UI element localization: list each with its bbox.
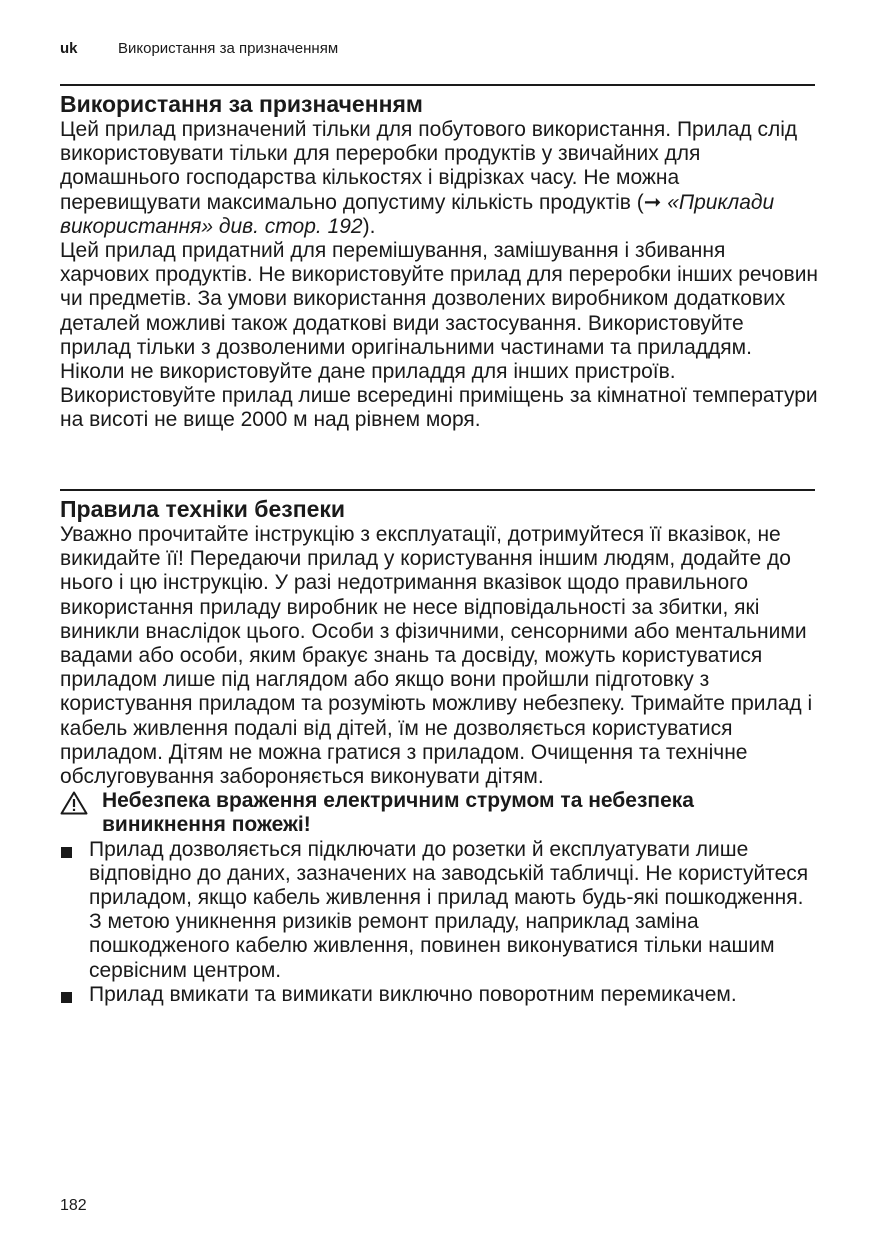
warning-heading	[60, 789, 820, 837]
arrow-right-icon: ➞	[643, 190, 662, 214]
square-bullet-icon	[61, 992, 72, 1003]
cross-reference-link[interactable]: «Приклади використання» див. стор. 192	[60, 190, 775, 238]
section-divider	[60, 84, 815, 86]
list-item-text: Прилад вмикати та вимикати виключно поворотним перемикачем.	[89, 982, 737, 1006]
paragraph	[60, 118, 820, 239]
safety-list	[60, 838, 820, 1007]
section-divider	[60, 489, 815, 491]
paragraph-text: ).	[362, 214, 376, 238]
section-intended-use	[60, 90, 820, 433]
warning-text: Небезпека враження електричним струмом та небезпека виникнення пожежі!	[102, 789, 694, 837]
paragraph: Уважно прочитайте інструкцію з експлуатації, дотримуйтеся її вказівок, не викидайте її! Передаючи прилад у користування іншим людям, додайте до нього і цю інструкцію. У разі недотримання вказівок щодо правильного використання приладу виробник не несе відповідальності за збитки, які виникли внаслідок цього. Особи з фізичними, сенсорними або ментальними вадами або особи, яким бракує знань та досвіду, можуть користуватися приладом лише під наглядом або якщо вони пройшли підготовку з користування приладом та розуміють можливу небезпеку. Тримайте прилад і кабель живлення подалі від дітей, їм не дозволяється користуватися приладом. Дітям не можна гратися з приладом. Очищення та технічне обслуговування забороняється виконувати дітям.	[60, 523, 813, 789]
language-code: uk	[60, 40, 78, 57]
paragraph-text: Цей прилад призначений тільки для побутового використання. Прилад слід використовувати тільки для переробки продуктів у звичайних для домашнього господарства кількостях і відрізках часу. Не можна перевищувати максимально допустиму кількість продуктів (	[60, 118, 798, 214]
running-title: Використання за призначенням	[118, 40, 339, 57]
paragraph: Використовуйте прилад лише всередині приміщень за кімнатної температури на висоті не вище 2000 м над рівнем моря.	[60, 384, 818, 432]
warning-triangle-icon	[60, 791, 88, 815]
square-bullet-icon	[61, 847, 72, 858]
page-number: 182	[60, 1197, 87, 1214]
section-title: Використання за призначенням	[60, 91, 423, 117]
list-item-text: Прилад дозволяється підключати до розетки й експлуатувати лише відповідно до даних, зазначених на заводській табличці. Не користуйтеся приладом, якщо кабель живлення і прилад мають будь-які пошкодження. З метою уникнення ризиків ремонт приладу, наприклад заміна пошкодженого кабелю живлення, повинен виконуватися тільки нашим сервісним центром.	[89, 837, 809, 982]
paragraph: Цей прилад придатний для перемішування, замішування і збивання харчових продуктів. Не використовуйте прилад для переробки інших речовин чи предметів. За умови використання дозволених виробником додаткових деталей можливі також додаткові види застосування. Використовуйте прилад тільки з дозволеними оригінальними частинами та приладдям. Ніколи не використовуйте дане приладдя для інших пристроїв.	[60, 239, 819, 384]
section-safety-rules	[60, 495, 820, 1007]
list-item	[60, 983, 820, 1007]
list-item	[60, 838, 820, 983]
page-header	[60, 40, 338, 58]
section-title: Правила техніки безпеки	[60, 496, 346, 522]
